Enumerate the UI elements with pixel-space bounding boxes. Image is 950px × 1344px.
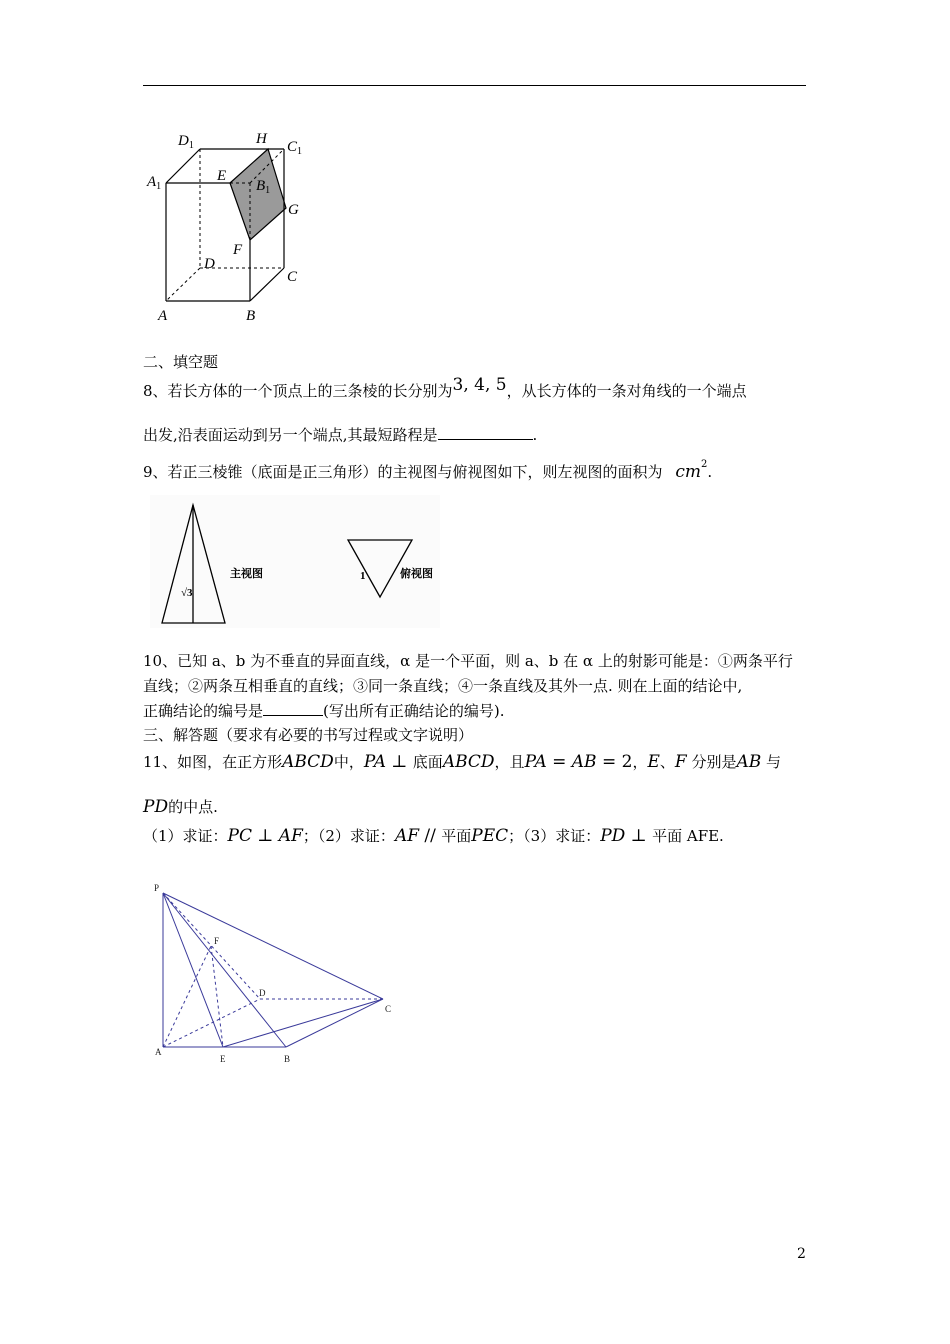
q11-text-4: ，且 bbox=[494, 753, 525, 771]
q10-text-a: 正确结论的编号是 bbox=[143, 702, 264, 720]
q11-text-1: 11、如图，在正方形 bbox=[143, 753, 283, 771]
q9-unit: cm bbox=[675, 462, 701, 482]
q11-text-7: 分别是 bbox=[686, 753, 737, 771]
q11-text-8: 与 bbox=[761, 753, 782, 771]
q8-text-b: ，从长方体的一条对角线的一个端点 bbox=[506, 382, 747, 400]
header-rule bbox=[143, 85, 806, 86]
q11-part2-text: 平面 bbox=[441, 827, 472, 845]
top-view-side: 1 bbox=[360, 570, 366, 582]
label-d1: $D_1$ bbox=[178, 133, 194, 151]
label-pa: A bbox=[155, 1047, 162, 1057]
q11-part2-end: ； bbox=[508, 827, 524, 845]
q11-math-3: ABCD bbox=[442, 752, 495, 772]
q9-unit-exp: 2 bbox=[701, 459, 708, 470]
label-g: G bbox=[288, 202, 299, 218]
label-pd: D bbox=[259, 988, 266, 998]
q10-line3 bbox=[143, 700, 505, 721]
page-number: 2 bbox=[797, 1246, 806, 1262]
q11-text-3: 底面 bbox=[412, 753, 443, 771]
q11-math-7: F bbox=[674, 752, 687, 772]
q11-line1 bbox=[143, 752, 781, 772]
q9-text: 9、若正三棱锥（底面是正三角形）的主视图与俯视图如下，则左视图的面积为 bbox=[143, 463, 663, 481]
q11-part2-m1: AF bbox=[394, 826, 420, 846]
q11-part1-m2: AF bbox=[278, 826, 303, 846]
label-pe: E bbox=[220, 1054, 226, 1064]
q11-text-2: 中， bbox=[333, 753, 364, 771]
label-f: F bbox=[233, 242, 243, 258]
q8-text-c: 出发,沿表面运动到另一个端点,其最短路程是 bbox=[143, 426, 438, 444]
q10-line1: 10、已知 a、b 为不垂直的异面直线，α 是一个平面，则 a、b 在 α 上的射影可能是：①两条平行 bbox=[143, 652, 793, 670]
label-d: D bbox=[204, 256, 215, 272]
q11-op-2: = bbox=[546, 752, 572, 772]
q9-tail: . bbox=[707, 463, 713, 481]
q11-text-6: 、 bbox=[659, 753, 675, 771]
q11-math-6: E bbox=[647, 752, 660, 772]
q10-text-b: (写出所有正确结论的编号). bbox=[323, 702, 505, 720]
q11-text-5: ， bbox=[632, 753, 648, 771]
q10-line2: 直线；②两条互相垂直的直线；③同一条直线；④一条直线及其外一点. 则在上面的结论中, bbox=[143, 677, 743, 695]
q11-part2-op: // bbox=[419, 826, 442, 846]
label-c: C bbox=[287, 269, 298, 285]
q11-part1-label: （1）求证： bbox=[143, 827, 228, 845]
cuboid-figure bbox=[140, 125, 320, 330]
q11-op-1: ⊥ bbox=[386, 752, 413, 772]
q11-math-1: ABCD bbox=[282, 752, 334, 772]
q11-part3-op: ⊥ bbox=[625, 826, 653, 846]
front-view-label: 主视图 bbox=[230, 568, 263, 580]
q11-math-4: PA bbox=[524, 752, 547, 772]
section3-heading: 三、解答题（要求有必要的书写过程或文字说明） bbox=[143, 726, 474, 744]
label-e: E bbox=[217, 168, 227, 184]
shaded-section bbox=[230, 149, 286, 240]
label-pc: C bbox=[385, 1004, 392, 1014]
label-pf: F bbox=[214, 936, 220, 946]
q8-edge-lengths: 3, 4, 5 bbox=[452, 375, 507, 395]
q11-part2-label: （2）求证： bbox=[317, 827, 395, 845]
q11-parts bbox=[143, 826, 724, 846]
label-p: P bbox=[154, 883, 160, 893]
views-figure bbox=[150, 495, 440, 630]
q8-line2 bbox=[143, 424, 537, 445]
q9-line bbox=[143, 459, 712, 482]
q11-text-midpoint: 的中点. bbox=[168, 798, 218, 816]
section2-heading: 二、填空题 bbox=[143, 353, 219, 371]
q11-part1-m1: PC bbox=[227, 826, 252, 846]
q8-line1 bbox=[143, 375, 747, 401]
label-b: B bbox=[246, 308, 256, 324]
label-b1: $B_1$ bbox=[256, 178, 271, 196]
pyramid-figure bbox=[145, 875, 405, 1070]
q11-part1-op: ⊥ bbox=[252, 826, 279, 846]
q11-part3-m1: PD bbox=[600, 826, 626, 846]
front-view-height: √3 bbox=[181, 587, 193, 599]
q11-part1-end: ； bbox=[302, 827, 318, 845]
label-h: H bbox=[256, 131, 267, 147]
q11-op-3: = 2 bbox=[596, 752, 633, 772]
top-view-label: 俯视图 bbox=[400, 568, 433, 580]
label-a1: $A_1$ bbox=[147, 174, 162, 192]
label-c1: $C_1$ bbox=[287, 139, 303, 157]
q8-text-d: . bbox=[532, 426, 538, 444]
label-pb: B bbox=[284, 1054, 291, 1064]
q8-text-a: 8、若长方体的一个顶点上的三条棱的长分别为 bbox=[143, 382, 453, 400]
q11-math-5: AB bbox=[571, 752, 597, 772]
q11-math-8: AB bbox=[736, 752, 762, 772]
q11-math-2: PA bbox=[363, 752, 386, 772]
q11-line2 bbox=[143, 797, 218, 817]
q11-part2-m2: PEC bbox=[471, 826, 509, 846]
q8-answer-blank[interactable] bbox=[438, 424, 533, 440]
q11-math-pd: PD bbox=[143, 797, 169, 817]
q11-part3-label: （3）求证： bbox=[523, 827, 601, 845]
label-a: A bbox=[158, 308, 168, 324]
q11-part3-text: 平面 AFE. bbox=[652, 827, 724, 845]
q10-answer-blank[interactable] bbox=[263, 700, 323, 716]
